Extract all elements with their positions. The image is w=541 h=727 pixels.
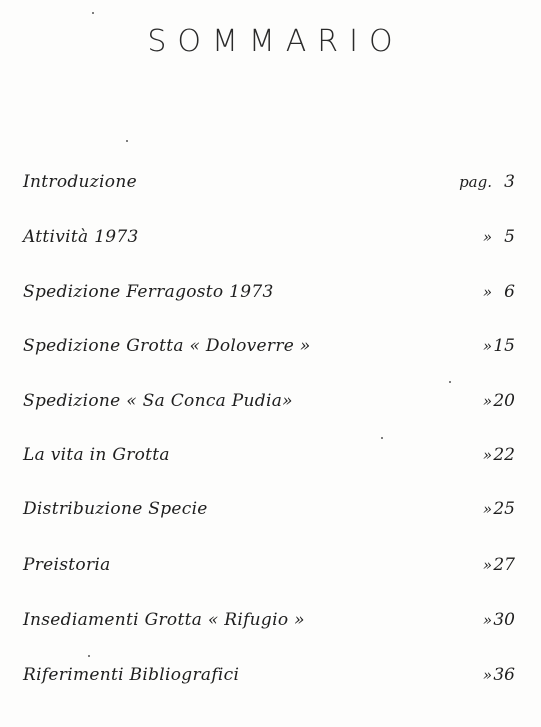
toc-entry-label: Distribuzione Specie [23,499,208,519]
toc-entry-insediamenti-rifugio [23,606,515,634]
toc-entry-page: 36 [493,665,515,685]
toc-entry-page: 27 [493,555,515,575]
toc-entry-page: 5 [504,227,515,247]
toc-entry-label: Preistoria [23,555,111,575]
toc-entry-marker: » [482,283,492,301]
toc-entry-marker: » [482,611,492,629]
toc-entry-label: Spedizione Ferragosto 1973 [23,282,274,302]
print-speck [126,140,128,142]
toc-entry-page: 30 [493,610,515,630]
toc-entry-label: Spedizione « Sa Conca Pudia» [23,391,293,411]
toc-entry-label: Spedizione Grotta « Doloverre » [23,336,311,356]
toc-entry-spedizione-doloverre [23,332,515,360]
toc-entry-riferimenti-bibliografici [23,661,515,689]
print-speck [449,381,451,383]
toc-entry-spedizione-ferragosto [23,278,515,306]
toc-entry-page: 22 [493,445,515,465]
toc-entry-vita-in-grotta [23,441,515,469]
print-speck [88,655,90,657]
print-speck [92,12,94,14]
toc-entry-page: 25 [493,499,515,519]
toc-entry-distribuzione-specie [23,495,515,523]
toc-entry-marker: » [482,666,492,684]
toc-entry-marker: pag. [459,173,492,191]
toc-entry-page: 15 [493,336,515,356]
toc-entry-marker: » [482,556,492,574]
toc-entry-page: 6 [504,282,515,302]
toc-entry-marker: » [482,392,492,410]
toc-entry-label: Insediamenti Grotta « Rifugio » [23,610,305,630]
toc-entry-marker: » [482,500,492,518]
page-title: SOMMARIO [147,24,404,59]
toc-entry-label: La vita in Grotta [23,445,170,465]
toc-entry-marker: » [482,337,492,355]
toc-entry-attivita [23,223,515,251]
toc-entry-label: Riferimenti Bibliografici [23,665,240,685]
toc-entry-preistoria [23,551,515,579]
toc-entry-page: 20 [493,391,515,411]
toc-entry-label: Attività 1973 [23,227,139,247]
toc-entry-marker: » [482,228,492,246]
toc-entry-marker: » [482,446,492,464]
toc-entry-spedizione-sa-conca-pudia [23,387,515,415]
toc-entry-label: Introduzione [23,172,137,192]
toc-entry-page: 3 [504,172,515,192]
print-speck [381,437,383,439]
toc-entry-introduzione [23,168,515,196]
